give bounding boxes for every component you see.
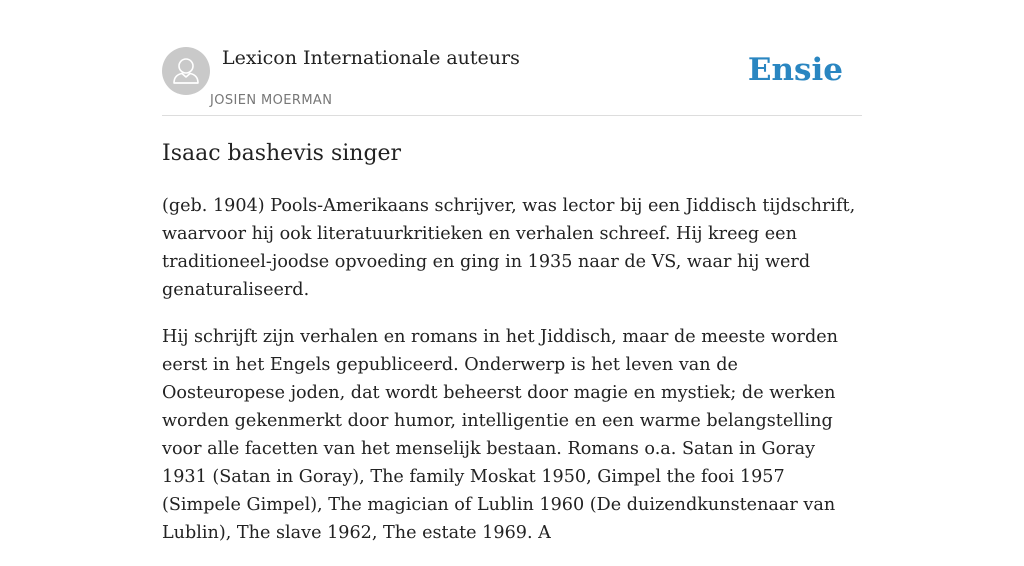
author-name[interactable]: JOSIEN MOERMAN — [210, 93, 333, 108]
user-icon — [162, 47, 210, 95]
brand-logo[interactable]: Ensie — [747, 52, 843, 88]
article-body — [162, 192, 862, 566]
page — [162, 0, 862, 543]
page-title: Isaac bashevis singer — [162, 141, 402, 166]
header — [162, 0, 862, 116]
paragraph-1: (geb. 1904) Pools-Amerikaans schrijver, was lector bij een Jiddisch tijdschrift, waarvoor hij ook literatuurkritieken en verhalen schreef. Hij kreeg een traditioneel-joodse opvoeding en ging in 1935 naar de VS, waar hij werd genaturaliseerd. — [162, 196, 856, 300]
avatar[interactable] — [162, 47, 210, 95]
paragraph-2: Hij schrijft zijn verhalen en romans in het Jiddisch, maar de meeste worden eerst in het Engels gepubliceerd. Onderwerp is het leven van de Oosteuropese joden, dat wordt beheerst door magie en mystiek; de werken worden gekenmerkt door humor, intelligentie en een warme belangstelling voor alle facetten van het menselijk bestaan. Romans o.a. Satan in Goray 1931 (Satan in Goray), The family Moskat 1950, Gimpel the fooi 1957 (Simpele Gimpel), The magician of Lublin 1960 (De duizendkunstenaar van Lublin), The slave 1962, The estate 1969. A — [162, 327, 838, 543]
source-title[interactable]: Lexicon Internationale auteurs — [222, 47, 520, 69]
